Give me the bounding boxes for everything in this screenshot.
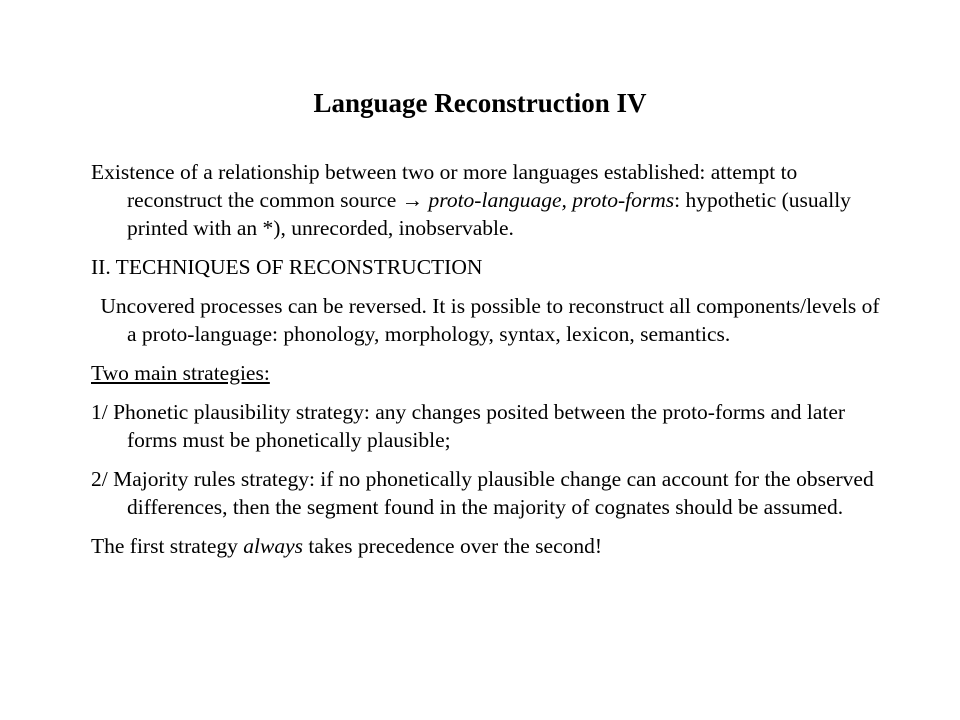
slide-title: Language Reconstruction IV (313, 88, 647, 118)
slide-body (91, 158, 881, 571)
paragraph-precedence-text: The first strategy (91, 534, 244, 558)
strategy-majority-rules: 2/ Majority rules strategy: if no phonetically plausible change can account for the observed differences, then the segment found in the majority of cognates should be assumed. (91, 467, 874, 519)
paragraph-precedence (91, 532, 881, 560)
paragraph-relationship-italic: proto-language, proto-forms (428, 188, 675, 212)
paragraph-precedence-italic: always (243, 534, 303, 558)
paragraph-uncovered-processes (91, 292, 881, 348)
paragraph-precedence-text-end: takes precedence over the second! (302, 534, 603, 558)
section-heading-techniques: II. TECHNIQUES OF RECONSTRUCTION (91, 255, 483, 279)
subheading-strategies: Two main strategies: (91, 361, 270, 385)
paragraph-relationship-text: Existence of a relationship between two or more languages established: attempt to reconstruct the common source → (91, 160, 798, 212)
strategy-phonetic-plausibility: 1/ Phonetic plausibility strategy: any changes posited between the proto-forms and later forms must be phonetically plausible; (91, 400, 846, 452)
paragraph-uncovered-processes-text: Uncovered processes can be reversed. It is possible to reconstruct all components/levels of a proto-language: phonology, morphology, syntax, lexicon, semantics. (100, 294, 880, 346)
paragraph-relationship (91, 158, 881, 242)
paragraph-relationship-text-end: : hypothetic (usually printed with an *), unrecorded, inobservable. (127, 188, 851, 240)
